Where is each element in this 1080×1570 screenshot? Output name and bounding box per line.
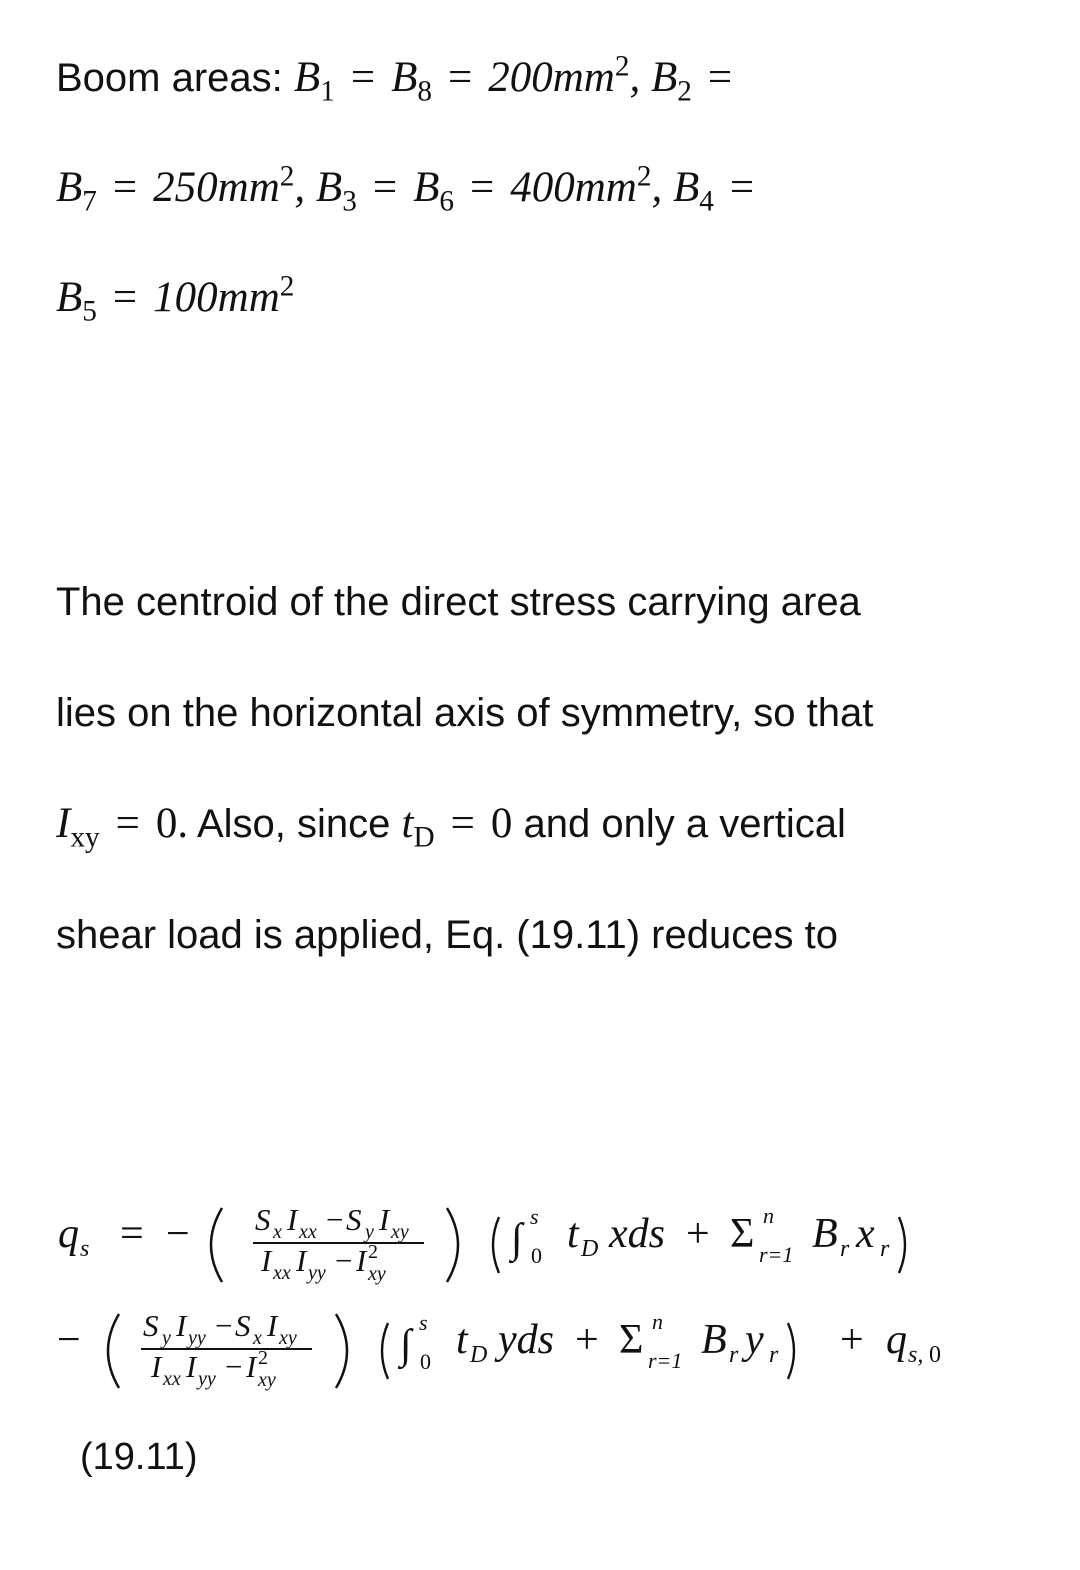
svg-text:B: B [701, 1317, 727, 1363]
svg-text:xy: xy [279, 1327, 297, 1349]
svg-text:xx: xx [299, 1221, 317, 1243]
svg-text:r=1: r=1 [759, 1242, 794, 1267]
svg-text:0: 0 [531, 1243, 542, 1268]
boom-areas-math-2: $B_7 = 250mm^2$, $B_3 = B_6 = 400mm^2$, $B_4$ = [56, 160, 755, 218]
ixy-equals-zero: $I_{xy} = 0$. [56, 800, 189, 854]
svg-text:∫: ∫ [511, 1216, 523, 1262]
svg-text:xy: xy [391, 1221, 409, 1243]
svg-text:I: I [151, 1349, 162, 1384]
svg-text:r: r [840, 1236, 850, 1262]
svg-text:q: q [886, 1317, 907, 1363]
svg-text:r: r [729, 1342, 739, 1368]
boom-areas-math-3: $B_5 = 100mm^2$ [56, 270, 295, 328]
svg-text:−: − [326, 1202, 344, 1237]
svg-text:r: r [880, 1236, 890, 1262]
svg-text:S: S [255, 1202, 271, 1237]
svg-text:0: 0 [929, 1342, 941, 1368]
svg-text:xy: xy [368, 1263, 386, 1285]
svg-text:I: I [267, 1308, 278, 1343]
svg-text:s: s [530, 1204, 539, 1229]
svg-text:t: t [456, 1317, 468, 1363]
paragraph-line-2: lies on the horizontal axis of symmetry, so that [56, 691, 874, 735]
svg-text:∫: ∫ [400, 1322, 412, 1368]
boom-areas-line-2 [56, 160, 770, 218]
svg-text:s,: s, [908, 1342, 924, 1368]
paragraph-line-3-text-b: and only a vertical [523, 802, 846, 846]
svg-text:+: + [686, 1211, 710, 1257]
svg-text:y: y [365, 1221, 374, 1243]
svg-text:y: y [162, 1327, 171, 1349]
svg-text:S: S [346, 1202, 362, 1237]
svg-text:S: S [235, 1308, 251, 1343]
svg-text:yy: yy [188, 1327, 206, 1349]
svg-text:S: S [143, 1308, 159, 1343]
svg-text:s: s [80, 1236, 90, 1262]
svg-text:y: y [745, 1317, 764, 1363]
td-equals-zero: $t_D = 0$ [401, 800, 513, 854]
svg-text:0: 0 [420, 1349, 431, 1374]
svg-text:x: x [253, 1327, 262, 1349]
svg-text:Σ: Σ [730, 1211, 755, 1257]
svg-text:I: I [296, 1243, 307, 1278]
svg-text:q: q [58, 1211, 79, 1257]
svg-text:yy: yy [198, 1368, 216, 1390]
svg-text:yds: yds [498, 1317, 554, 1363]
boom-areas-label: Boom areas: [56, 56, 283, 100]
svg-text:I: I [261, 1243, 272, 1278]
svg-text:xy: xy [258, 1369, 276, 1391]
svg-text:I: I [246, 1349, 257, 1384]
svg-text:−: − [335, 1243, 353, 1278]
paragraph-line-3-text-a: Also, since [196, 802, 391, 846]
boom-areas-line-1 [56, 50, 748, 108]
svg-text:n: n [652, 1309, 663, 1334]
svg-text:Σ: Σ [619, 1317, 644, 1363]
svg-text:xx: xx [273, 1262, 291, 1284]
svg-text:x: x [273, 1221, 282, 1243]
svg-text:B: B [812, 1211, 838, 1257]
svg-text:I: I [379, 1202, 390, 1237]
svg-text:I: I [287, 1202, 298, 1237]
svg-text:+: + [840, 1317, 864, 1363]
svg-text:−: − [215, 1308, 233, 1343]
svg-text:x: x [856, 1211, 875, 1257]
svg-text:=: = [120, 1211, 144, 1257]
svg-text:t: t [567, 1211, 579, 1257]
svg-text:2: 2 [258, 1347, 268, 1369]
paragraph-line-3 [56, 800, 846, 854]
svg-text:D: D [470, 1342, 488, 1368]
svg-text:r: r [769, 1342, 779, 1368]
svg-text:−: − [57, 1317, 81, 1363]
svg-text:n: n [763, 1203, 774, 1228]
svg-text:r=1: r=1 [648, 1348, 683, 1373]
boom-areas-math-1: $B_1 = B_8 = 200mm^2$, $B_2$ = [293, 50, 733, 108]
svg-text:xx: xx [163, 1368, 181, 1390]
svg-text:2: 2 [368, 1241, 378, 1263]
svg-text:I: I [356, 1243, 367, 1278]
svg-text:s: s [419, 1310, 428, 1335]
svg-text:yy: yy [308, 1262, 326, 1284]
svg-text:−: − [225, 1349, 243, 1384]
svg-text:I: I [186, 1349, 197, 1384]
svg-text:D: D [581, 1236, 599, 1262]
paragraph-line-1: The centroid of the direct stress carrying area [56, 580, 861, 624]
svg-text:+: + [575, 1317, 599, 1363]
svg-text:xds: xds [609, 1211, 665, 1257]
boom-areas-line-3 [56, 270, 295, 328]
paragraph-line-4: shear load is applied, Eq. (19.11) reduces to [56, 913, 838, 957]
equation-number: (19.11) [80, 1436, 198, 1478]
shear-flow-equation [50, 1180, 1040, 1400]
svg-text:I: I [176, 1308, 187, 1343]
svg-text:−: − [166, 1211, 190, 1257]
